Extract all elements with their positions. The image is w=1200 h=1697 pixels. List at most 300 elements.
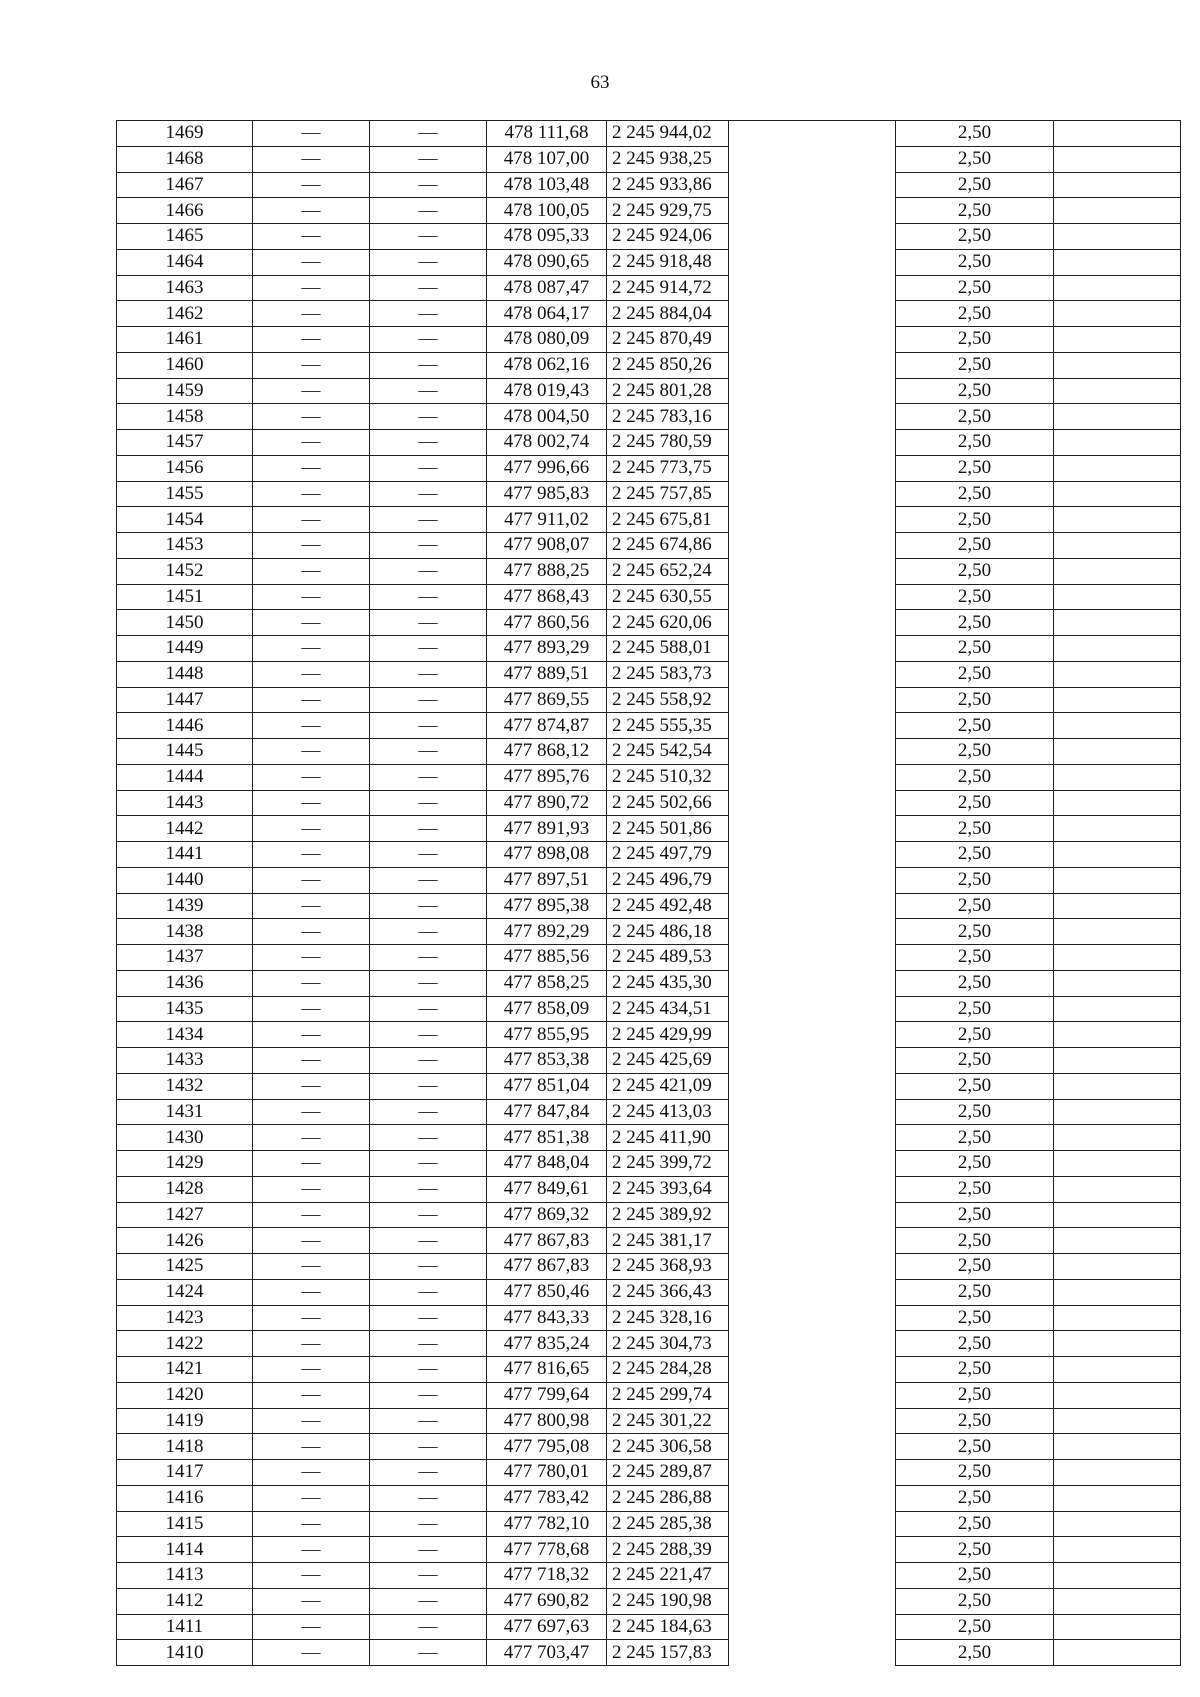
empty-cell — [1054, 713, 1181, 739]
table-row — [117, 919, 1181, 945]
accuracy-cell: 2,50 — [896, 893, 1054, 919]
empty-cell — [1054, 636, 1181, 662]
x-coordinate-cell: 478 090,65 — [487, 249, 607, 275]
empty-cell — [1054, 301, 1181, 327]
x-coordinate-cell: 477 985,83 — [487, 481, 607, 507]
table-row — [117, 378, 1181, 404]
column-3-cell: — — [370, 1460, 487, 1486]
accuracy-cell: 2,50 — [896, 1331, 1054, 1357]
x-coordinate-cell: 477 851,38 — [487, 1125, 607, 1151]
accuracy-cell: 2,50 — [896, 1357, 1054, 1383]
x-coordinate-cell: 477 816,65 — [487, 1357, 607, 1383]
y-coordinate-cell: 2 245 421,09 — [607, 1073, 729, 1099]
column-3-cell: — — [370, 1331, 487, 1357]
column-2-cell: — — [253, 172, 370, 198]
column-2-cell: — — [253, 1331, 370, 1357]
accuracy-cell: 2,50 — [896, 481, 1054, 507]
accuracy-cell: 2,50 — [896, 455, 1054, 481]
empty-cell — [729, 1202, 896, 1228]
table-row — [117, 1099, 1181, 1125]
empty-cell — [729, 584, 896, 610]
y-coordinate-cell: 2 245 366,43 — [607, 1279, 729, 1305]
y-coordinate-cell: 2 245 496,79 — [607, 867, 729, 893]
point-number-cell: 1468 — [117, 146, 253, 172]
y-coordinate-cell: 2 245 780,59 — [607, 430, 729, 456]
table-row — [117, 893, 1181, 919]
x-coordinate-cell: 478 002,74 — [487, 430, 607, 456]
column-3-cell: — — [370, 121, 487, 147]
point-number-cell: 1469 — [117, 121, 253, 147]
empty-cell — [1054, 687, 1181, 713]
point-number-cell: 1437 — [117, 945, 253, 971]
x-coordinate-cell: 477 889,51 — [487, 661, 607, 687]
column-3-cell: — — [370, 1408, 487, 1434]
x-coordinate-cell: 477 703,47 — [487, 1640, 607, 1666]
empty-cell — [729, 1048, 896, 1074]
empty-cell — [729, 1228, 896, 1254]
accuracy-cell: 2,50 — [896, 867, 1054, 893]
column-2-cell: — — [253, 430, 370, 456]
y-coordinate-cell: 2 245 434,51 — [607, 996, 729, 1022]
x-coordinate-cell: 477 868,43 — [487, 584, 607, 610]
column-3-cell: — — [370, 1588, 487, 1614]
accuracy-cell: 2,50 — [896, 739, 1054, 765]
empty-cell — [729, 893, 896, 919]
table-row — [117, 327, 1181, 353]
column-3-cell: — — [370, 1125, 487, 1151]
column-2-cell: — — [253, 481, 370, 507]
empty-cell — [729, 867, 896, 893]
column-2-cell: — — [253, 867, 370, 893]
x-coordinate-cell: 478 111,68 — [487, 121, 607, 147]
empty-cell — [1054, 867, 1181, 893]
point-number-cell: 1464 — [117, 249, 253, 275]
empty-cell — [1054, 1099, 1181, 1125]
empty-cell — [729, 1279, 896, 1305]
empty-cell — [729, 1254, 896, 1280]
accuracy-cell: 2,50 — [896, 1022, 1054, 1048]
empty-cell — [729, 1125, 896, 1151]
column-3-cell: — — [370, 1357, 487, 1383]
table-row — [117, 584, 1181, 610]
table-row — [117, 224, 1181, 250]
point-number-cell: 1461 — [117, 327, 253, 353]
column-2-cell: — — [253, 1279, 370, 1305]
y-coordinate-cell: 2 245 381,17 — [607, 1228, 729, 1254]
coordinates-table — [116, 120, 1181, 1666]
table-row — [117, 1279, 1181, 1305]
table-row — [117, 1640, 1181, 1666]
point-number-cell: 1425 — [117, 1254, 253, 1280]
point-number-cell: 1421 — [117, 1357, 253, 1383]
y-coordinate-cell: 2 245 938,25 — [607, 146, 729, 172]
column-2-cell: — — [253, 1202, 370, 1228]
column-3-cell: — — [370, 945, 487, 971]
accuracy-cell: 2,50 — [896, 996, 1054, 1022]
column-3-cell: — — [370, 430, 487, 456]
table-row — [117, 1176, 1181, 1202]
empty-cell — [729, 275, 896, 301]
empty-cell — [1054, 1614, 1181, 1640]
empty-cell — [729, 378, 896, 404]
empty-cell — [729, 945, 896, 971]
point-number-cell: 1435 — [117, 996, 253, 1022]
table-row — [117, 1588, 1181, 1614]
column-3-cell: — — [370, 275, 487, 301]
accuracy-cell: 2,50 — [896, 842, 1054, 868]
table-row — [117, 430, 1181, 456]
column-2-cell: — — [253, 790, 370, 816]
point-number-cell: 1413 — [117, 1563, 253, 1589]
column-2-cell: — — [253, 1022, 370, 1048]
x-coordinate-cell: 477 858,09 — [487, 996, 607, 1022]
x-coordinate-cell: 477 892,29 — [487, 919, 607, 945]
x-coordinate-cell: 477 895,76 — [487, 764, 607, 790]
empty-cell — [1054, 945, 1181, 971]
empty-cell — [729, 249, 896, 275]
empty-cell — [729, 687, 896, 713]
column-2-cell: — — [253, 1434, 370, 1460]
column-3-cell: — — [370, 352, 487, 378]
empty-cell — [1054, 1305, 1181, 1331]
point-number-cell: 1453 — [117, 533, 253, 559]
accuracy-cell: 2,50 — [896, 816, 1054, 842]
table-row — [117, 1254, 1181, 1280]
empty-cell — [729, 1563, 896, 1589]
column-2-cell: — — [253, 249, 370, 275]
table-row — [117, 1382, 1181, 1408]
column-2-cell: — — [253, 404, 370, 430]
x-coordinate-cell: 477 908,07 — [487, 533, 607, 559]
y-coordinate-cell: 2 245 492,48 — [607, 893, 729, 919]
accuracy-cell: 2,50 — [896, 121, 1054, 147]
accuracy-cell: 2,50 — [896, 275, 1054, 301]
accuracy-cell: 2,50 — [896, 1460, 1054, 1486]
column-3-cell: — — [370, 867, 487, 893]
accuracy-cell: 2,50 — [896, 507, 1054, 533]
point-number-cell: 1447 — [117, 687, 253, 713]
table-row — [117, 301, 1181, 327]
empty-cell — [729, 146, 896, 172]
y-coordinate-cell: 2 245 542,54 — [607, 739, 729, 765]
point-number-cell: 1459 — [117, 378, 253, 404]
point-number-cell: 1434 — [117, 1022, 253, 1048]
x-coordinate-cell: 477 898,08 — [487, 842, 607, 868]
y-coordinate-cell: 2 245 284,28 — [607, 1357, 729, 1383]
x-coordinate-cell: 477 888,25 — [487, 558, 607, 584]
column-2-cell: — — [253, 584, 370, 610]
empty-cell — [729, 198, 896, 224]
accuracy-cell: 2,50 — [896, 558, 1054, 584]
point-number-cell: 1462 — [117, 301, 253, 327]
column-3-cell: — — [370, 1279, 487, 1305]
empty-cell — [1054, 1640, 1181, 1666]
table-row — [117, 1511, 1181, 1537]
column-3-cell: — — [370, 1176, 487, 1202]
point-number-cell: 1432 — [117, 1073, 253, 1099]
x-coordinate-cell: 477 858,25 — [487, 970, 607, 996]
column-3-cell: — — [370, 893, 487, 919]
accuracy-cell: 2,50 — [896, 1048, 1054, 1074]
accuracy-cell: 2,50 — [896, 1563, 1054, 1589]
column-2-cell: — — [253, 1151, 370, 1177]
y-coordinate-cell: 2 245 850,26 — [607, 352, 729, 378]
page-number: 63 — [590, 72, 610, 93]
empty-cell — [1054, 1176, 1181, 1202]
empty-cell — [1054, 275, 1181, 301]
accuracy-cell: 2,50 — [896, 636, 1054, 662]
table-row — [117, 1537, 1181, 1563]
empty-cell — [729, 1460, 896, 1486]
table-row — [117, 1563, 1181, 1589]
y-coordinate-cell: 2 245 944,02 — [607, 121, 729, 147]
x-coordinate-cell: 477 782,10 — [487, 1511, 607, 1537]
empty-cell — [1054, 816, 1181, 842]
table-row — [117, 533, 1181, 559]
column-3-cell: — — [370, 790, 487, 816]
table-row — [117, 1331, 1181, 1357]
x-coordinate-cell: 478 095,33 — [487, 224, 607, 250]
column-3-cell: — — [370, 687, 487, 713]
column-3-cell: — — [370, 1254, 487, 1280]
empty-cell — [1054, 455, 1181, 481]
column-2-cell: — — [253, 764, 370, 790]
table-row — [117, 172, 1181, 198]
column-3-cell: — — [370, 739, 487, 765]
empty-cell — [729, 1099, 896, 1125]
accuracy-cell: 2,50 — [896, 713, 1054, 739]
point-number-cell: 1411 — [117, 1614, 253, 1640]
table-row — [117, 739, 1181, 765]
x-coordinate-cell: 478 100,05 — [487, 198, 607, 224]
column-2-cell: — — [253, 1485, 370, 1511]
y-coordinate-cell: 2 245 286,88 — [607, 1485, 729, 1511]
empty-cell — [729, 507, 896, 533]
table-row — [117, 558, 1181, 584]
column-2-cell: — — [253, 1537, 370, 1563]
point-number-cell: 1429 — [117, 1151, 253, 1177]
x-coordinate-cell: 477 850,46 — [487, 1279, 607, 1305]
x-coordinate-cell: 477 855,95 — [487, 1022, 607, 1048]
empty-cell — [1054, 790, 1181, 816]
table-row — [117, 945, 1181, 971]
empty-cell — [729, 1408, 896, 1434]
point-number-cell: 1460 — [117, 352, 253, 378]
empty-cell — [1054, 893, 1181, 919]
accuracy-cell: 2,50 — [896, 764, 1054, 790]
x-coordinate-cell: 478 064,17 — [487, 301, 607, 327]
point-number-cell: 1431 — [117, 1099, 253, 1125]
empty-cell — [729, 610, 896, 636]
accuracy-cell: 2,50 — [896, 1588, 1054, 1614]
empty-cell — [729, 1151, 896, 1177]
empty-cell — [1054, 121, 1181, 147]
empty-cell — [1054, 249, 1181, 275]
column-3-cell: — — [370, 1485, 487, 1511]
empty-cell — [729, 481, 896, 507]
empty-cell — [729, 455, 896, 481]
table-row — [117, 842, 1181, 868]
point-number-cell: 1422 — [117, 1331, 253, 1357]
column-3-cell: — — [370, 507, 487, 533]
x-coordinate-cell: 478 062,16 — [487, 352, 607, 378]
x-coordinate-cell: 478 019,43 — [487, 378, 607, 404]
empty-cell — [729, 558, 896, 584]
table-row — [117, 1151, 1181, 1177]
point-number-cell: 1418 — [117, 1434, 253, 1460]
column-2-cell: — — [253, 996, 370, 1022]
table-row — [117, 455, 1181, 481]
empty-cell — [1054, 198, 1181, 224]
point-number-cell: 1465 — [117, 224, 253, 250]
empty-cell — [729, 1357, 896, 1383]
empty-cell — [729, 404, 896, 430]
table-row — [117, 636, 1181, 662]
column-2-cell: — — [253, 970, 370, 996]
column-2-cell: — — [253, 893, 370, 919]
point-number-cell: 1428 — [117, 1176, 253, 1202]
column-3-cell: — — [370, 1537, 487, 1563]
column-3-cell: — — [370, 301, 487, 327]
empty-cell — [1054, 1254, 1181, 1280]
empty-cell — [1054, 1537, 1181, 1563]
y-coordinate-cell: 2 245 429,99 — [607, 1022, 729, 1048]
y-coordinate-cell: 2 245 221,47 — [607, 1563, 729, 1589]
accuracy-cell: 2,50 — [896, 533, 1054, 559]
column-2-cell: — — [253, 610, 370, 636]
accuracy-cell: 2,50 — [896, 1537, 1054, 1563]
y-coordinate-cell: 2 245 489,53 — [607, 945, 729, 971]
point-number-cell: 1423 — [117, 1305, 253, 1331]
column-2-cell: — — [253, 1460, 370, 1486]
table-row — [117, 1357, 1181, 1383]
x-coordinate-cell: 477 867,83 — [487, 1228, 607, 1254]
empty-cell — [729, 1640, 896, 1666]
column-2-cell: — — [253, 1511, 370, 1537]
empty-cell — [1054, 996, 1181, 1022]
accuracy-cell: 2,50 — [896, 224, 1054, 250]
point-number-cell: 1419 — [117, 1408, 253, 1434]
column-2-cell: — — [253, 1408, 370, 1434]
table-row — [117, 1228, 1181, 1254]
x-coordinate-cell: 477 843,33 — [487, 1305, 607, 1331]
accuracy-cell: 2,50 — [896, 1511, 1054, 1537]
table-row — [117, 1125, 1181, 1151]
x-coordinate-cell: 478 080,09 — [487, 327, 607, 353]
x-coordinate-cell: 477 848,04 — [487, 1151, 607, 1177]
column-3-cell: — — [370, 816, 487, 842]
y-coordinate-cell: 2 245 411,90 — [607, 1125, 729, 1151]
table-row — [117, 146, 1181, 172]
empty-cell — [729, 1614, 896, 1640]
accuracy-cell: 2,50 — [896, 1254, 1054, 1280]
point-number-cell: 1436 — [117, 970, 253, 996]
y-coordinate-cell: 2 245 285,38 — [607, 1511, 729, 1537]
column-3-cell: — — [370, 1640, 487, 1666]
column-2-cell: — — [253, 224, 370, 250]
x-coordinate-cell: 477 780,01 — [487, 1460, 607, 1486]
empty-cell — [729, 764, 896, 790]
accuracy-cell: 2,50 — [896, 146, 1054, 172]
empty-cell — [1054, 224, 1181, 250]
column-2-cell: — — [253, 1588, 370, 1614]
empty-cell — [1054, 352, 1181, 378]
empty-cell — [729, 919, 896, 945]
y-coordinate-cell: 2 245 583,73 — [607, 661, 729, 687]
empty-cell — [1054, 842, 1181, 868]
empty-cell — [1054, 661, 1181, 687]
empty-cell — [1054, 1485, 1181, 1511]
y-coordinate-cell: 2 245 555,35 — [607, 713, 729, 739]
point-number-cell: 1430 — [117, 1125, 253, 1151]
empty-cell — [729, 327, 896, 353]
empty-cell — [729, 352, 896, 378]
y-coordinate-cell: 2 245 304,73 — [607, 1331, 729, 1357]
accuracy-cell: 2,50 — [896, 172, 1054, 198]
column-2-cell: — — [253, 455, 370, 481]
empty-cell — [1054, 430, 1181, 456]
column-2-cell: — — [253, 121, 370, 147]
column-2-cell: — — [253, 1176, 370, 1202]
column-2-cell: — — [253, 558, 370, 584]
accuracy-cell: 2,50 — [896, 661, 1054, 687]
empty-cell — [1054, 1511, 1181, 1537]
x-coordinate-cell: 477 869,55 — [487, 687, 607, 713]
point-number-cell: 1414 — [117, 1537, 253, 1563]
table-row — [117, 507, 1181, 533]
column-3-cell: — — [370, 996, 487, 1022]
point-number-cell: 1416 — [117, 1485, 253, 1511]
column-3-cell: — — [370, 661, 487, 687]
column-2-cell: — — [253, 739, 370, 765]
point-number-cell: 1439 — [117, 893, 253, 919]
point-number-cell: 1438 — [117, 919, 253, 945]
column-3-cell: — — [370, 404, 487, 430]
column-3-cell: — — [370, 764, 487, 790]
x-coordinate-cell: 477 996,66 — [487, 455, 607, 481]
y-coordinate-cell: 2 245 184,63 — [607, 1614, 729, 1640]
empty-cell — [1054, 533, 1181, 559]
accuracy-cell: 2,50 — [896, 1099, 1054, 1125]
empty-cell — [729, 816, 896, 842]
x-coordinate-cell: 477 868,12 — [487, 739, 607, 765]
x-coordinate-cell: 478 103,48 — [487, 172, 607, 198]
column-3-cell: — — [370, 584, 487, 610]
column-2-cell: — — [253, 146, 370, 172]
point-number-cell: 1442 — [117, 816, 253, 842]
x-coordinate-cell: 477 893,29 — [487, 636, 607, 662]
x-coordinate-cell: 477 911,02 — [487, 507, 607, 533]
table-row — [117, 610, 1181, 636]
column-3-cell: — — [370, 636, 487, 662]
column-3-cell: — — [370, 224, 487, 250]
point-number-cell: 1455 — [117, 481, 253, 507]
column-3-cell: — — [370, 970, 487, 996]
empty-cell — [1054, 481, 1181, 507]
y-coordinate-cell: 2 245 486,18 — [607, 919, 729, 945]
empty-cell — [729, 1485, 896, 1511]
empty-cell — [1054, 1151, 1181, 1177]
empty-cell — [1054, 970, 1181, 996]
coordinates-table-body — [117, 121, 1181, 1666]
point-number-cell: 1433 — [117, 1048, 253, 1074]
y-coordinate-cell: 2 245 501,86 — [607, 816, 729, 842]
y-coordinate-cell: 2 245 929,75 — [607, 198, 729, 224]
table-row — [117, 1048, 1181, 1074]
column-2-cell: — — [253, 1382, 370, 1408]
empty-cell — [1054, 172, 1181, 198]
accuracy-cell: 2,50 — [896, 584, 1054, 610]
